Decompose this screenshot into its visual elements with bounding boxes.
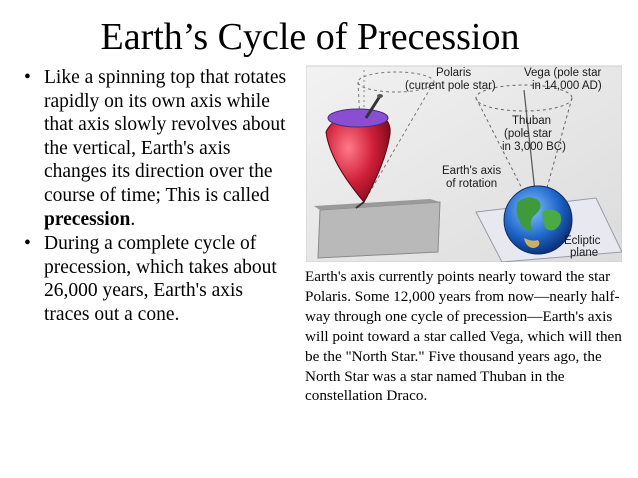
slide-title: Earth’s Cycle of Precession	[100, 16, 520, 58]
label-plane: plane	[570, 247, 599, 259]
figure-caption: Earth's axis currently points nearly toward the star Polaris. Some 12,000 years from now—nearly half-way through one cycle of precession—Earth's axis will point toward a star called Vega, which will then be the "North Star." Five thousand years ago, the North Star was a star named Thuban in the constellation Draco.	[305, 268, 622, 405]
bullet-text: Like a spinning top that rotates rapidly on its own axis while that axis slowly revolves about the vertical, Earth's axis changes its direction over the course of time; This is called	[44, 67, 287, 206]
bullet-glyph: •	[24, 67, 31, 88]
label-thuban-note: (pole star	[504, 128, 552, 140]
label-polaris: Polaris	[436, 67, 472, 79]
label-thuban-date: in 3,000 BC)	[502, 141, 566, 153]
label-thuban: Thuban	[512, 115, 552, 127]
precession-diagram	[306, 62, 622, 262]
label-vega: Vega (pole star	[524, 67, 602, 79]
label-vega-note: in 14,000 AD)	[532, 80, 602, 92]
earth-globe	[504, 186, 572, 254]
label-rotation: of rotation	[446, 178, 498, 190]
bullet-item-cycle	[20, 232, 290, 326]
top-platform	[314, 199, 440, 258]
label-earth-axis: Earth's axis	[442, 165, 502, 177]
bullet-item-precession	[20, 66, 290, 231]
label-ecliptic: Ecliptic	[564, 235, 601, 247]
bullet-glyph: •	[24, 233, 31, 255]
bullet-text: During a complete cycle of precession, which takes about 26,000 years, Earth's axis traces out a cone.	[44, 233, 277, 325]
bullet-list	[20, 66, 290, 327]
bullet-emphasis: precession	[44, 208, 131, 230]
label-polaris-note: (current pole star)	[405, 80, 496, 92]
bullet-text-end: .	[130, 208, 136, 230]
